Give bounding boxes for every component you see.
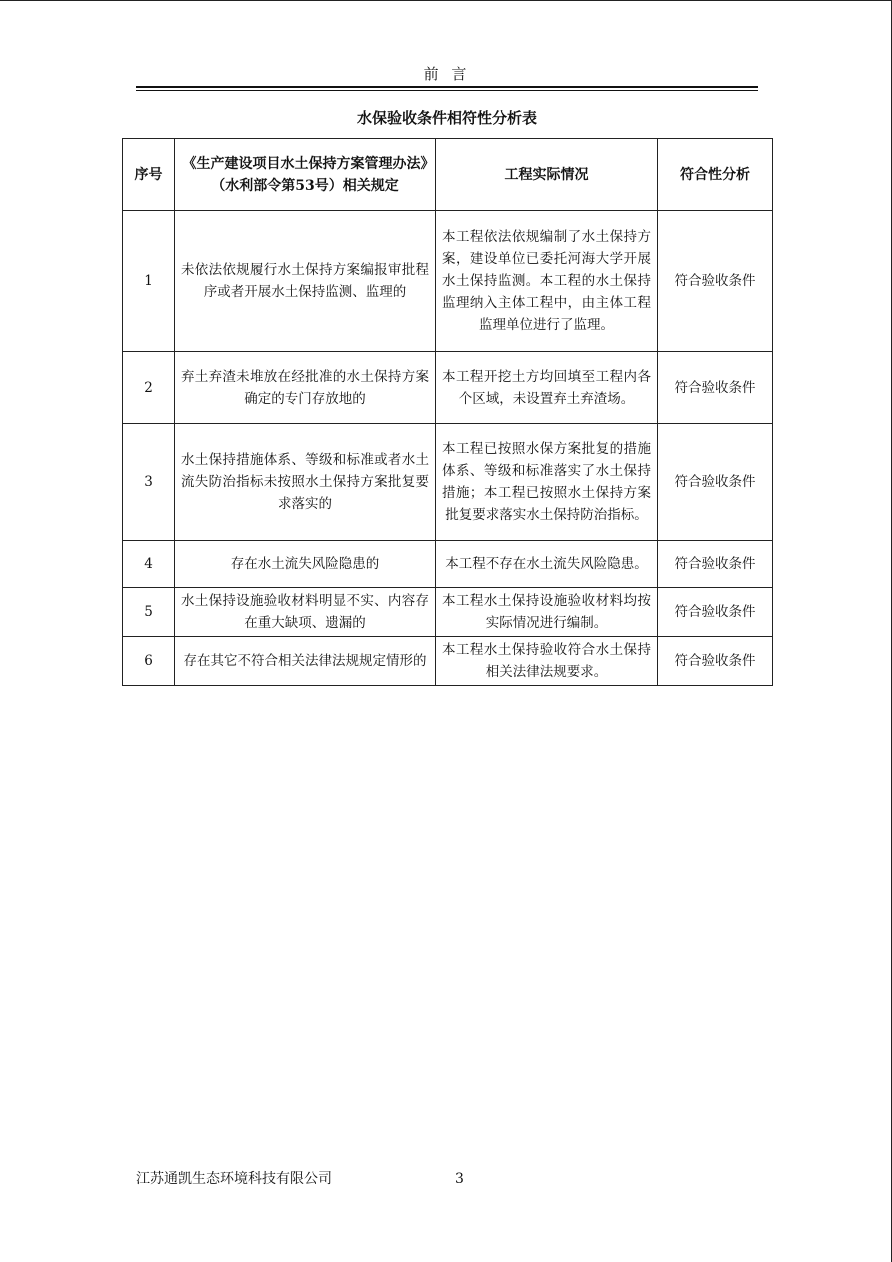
- row-actual: 本工程水土保持验收符合水土保持相关法律法规要求。: [436, 637, 658, 686]
- row-actual: 本工程开挖土方均回填至工程内各个区域，未设置弃土弃渣场。: [436, 352, 658, 424]
- header-rule: 《生产建设项目水土保持方案管理办法》（水利部令第53号）相关规定: [175, 139, 436, 211]
- header-rule: [136, 86, 758, 88]
- row-index: 4: [123, 541, 175, 588]
- table-row: [123, 541, 773, 588]
- row-rule: 水土保持措施体系、等级和标准或者水土流失防治指标未按照水土保持方案批复要求落实的: [175, 424, 436, 541]
- header-actual: 工程实际情况: [436, 139, 658, 211]
- table-row: [123, 211, 773, 352]
- table-row: [123, 588, 773, 637]
- table-title: 水保验收条件相符性分析表: [356, 109, 537, 127]
- table-row: [123, 352, 773, 424]
- row-index: 5: [123, 588, 175, 637]
- row-index: 6: [123, 637, 175, 686]
- table-row: [123, 424, 773, 541]
- row-index: 3: [123, 424, 175, 541]
- row-result: 符合验收条件: [658, 541, 773, 588]
- row-actual: 本工程不存在水土流失风险隐患。: [436, 541, 658, 588]
- row-rule: 存在水土流失风险隐患的: [175, 541, 436, 588]
- header-result: 符合性分析: [658, 139, 773, 211]
- row-rule: 弃土弃渣未堆放在经批准的水土保持方案确定的专门存放地的: [175, 352, 436, 424]
- table-header-row: [123, 139, 773, 211]
- footer-company: 江苏通凯生态环境科技有限公司: [136, 1171, 332, 1187]
- header-index: 序号: [123, 139, 175, 211]
- row-rule: 未依法依规履行水土保持方案编报审批程序或者开展水土保持监测、监理的: [175, 211, 436, 352]
- row-result: 符合验收条件: [658, 637, 773, 686]
- page-top-border: [0, 0, 892, 1]
- row-index: 2: [123, 352, 175, 424]
- page-number: 3: [455, 1171, 464, 1187]
- running-header: 前 言: [423, 65, 471, 83]
- row-actual: 本工程已按照水保方案批复的措施体系、等级和标准落实了水土保持措施；本工程已按照水土保持方案批复要求落实水土保持防治指标。: [436, 424, 658, 541]
- row-actual: 本工程依法依规编制了水土保持方案，建设单位已委托河海大学开展水土保持监测。本工程的水土保持监理纳入主体工程中，由主体工程监理单位进行了监理。: [436, 211, 658, 352]
- row-result: 符合验收条件: [658, 424, 773, 541]
- row-actual: 本工程水土保持设施验收材料均按实际情况进行编制。: [436, 588, 658, 637]
- row-index: 1: [123, 211, 175, 352]
- row-result: 符合验收条件: [658, 588, 773, 637]
- table-row: [123, 637, 773, 686]
- row-result: 符合验收条件: [658, 211, 773, 352]
- row-rule: 水土保持设施验收材料明显不实、内容存在重大缺项、遗漏的: [175, 588, 436, 637]
- row-result: 符合验收条件: [658, 352, 773, 424]
- header-rule-thin: [136, 90, 758, 91]
- row-rule: 存在其它不符合相关法律法规规定情形的: [175, 637, 436, 686]
- compliance-table: [122, 138, 773, 686]
